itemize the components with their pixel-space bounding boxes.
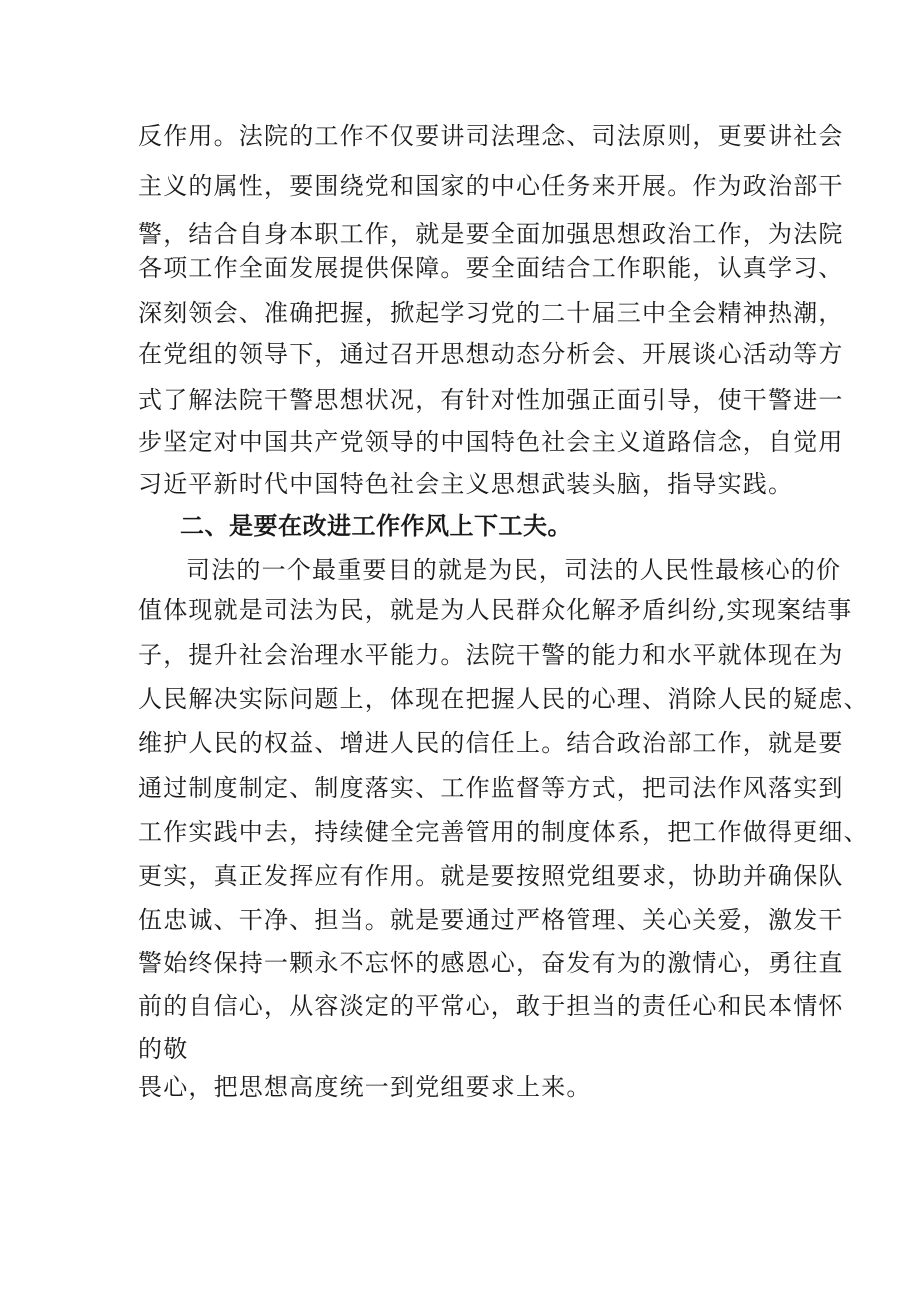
text-line: 的敬 — [138, 1035, 189, 1063]
text-line: 习近平新时代中国特色社会主义思想武装头脑，指导实践。 — [138, 470, 794, 498]
text-line: 伍忠诚、干净、担当。就是要通过严格管理、关心关爱，激发干 — [138, 906, 844, 934]
text-line: 深刻领会、准确把握，掀起学习党的二十届三中全会精神热潮， — [138, 299, 844, 327]
text-line: 工作实践中去，持续健全完善管用的制度体系，把工作做得更细、 — [138, 818, 869, 846]
text-line: 畏心，把思想高度统一到党组要求上来。 — [138, 1073, 592, 1101]
text-line: 警，结合自身本职工作，就是要全面加强思想政治工作，为法院 — [138, 220, 844, 248]
text-line: 反作用。法院的工作不仅要讲司法理念、司法原则，更要讲社会 — [138, 122, 844, 150]
text-line: 人民解决实际问题上，体现在把握人民的心理、消除人民的疑虑、 — [138, 685, 869, 713]
text-line: 值体现就是司法为民，就是为人民群众化解矛盾纠纷,实现案结事 — [138, 596, 853, 624]
text-line: 主义的属性，要围绕党和国家的中心任务来开展。作为政治部干 — [138, 172, 844, 200]
section-heading: 二、是要在改进工作作风上下工夫。 — [180, 512, 572, 540]
text-line: 警始终保持一颗永不忘怀的感恩心，奋发有为的激情心，勇往直 — [138, 949, 844, 977]
text-line: 步坚定对中国共产党领导的中国特色社会主义道路信念，自觉用 — [138, 428, 844, 456]
text-line: 司法的一个最重要目的就是为民，司法的人民性最核心的价 — [186, 556, 842, 584]
text-line: 子，提升社会治理水平能力。法院干警的能力和水平就体现在为 — [138, 641, 844, 669]
text-line: 前的自信心，从容淡定的平常心，敢于担当的责任心和民本情怀 — [138, 992, 844, 1020]
text-line: 在党组的领导下，通过召开思想动态分析会、开展谈心活动等方 — [138, 340, 844, 368]
text-line: 各项工作全面发展提供保障。要全面结合工作职能，认真学习、 — [138, 254, 844, 282]
text-line: 更实，真正发挥应有作用。就是要按照党组要求，协助并确保队 — [138, 862, 844, 890]
text-line: 通过制度制定、制度落实、工作监督等方式，把司法作风落实到 — [138, 774, 844, 802]
text-line: 式了解法院干警思想状况，有针对性加强正面引导，使干警进一 — [138, 386, 844, 414]
text-line: 维护人民的权益、增进人民的信任上。结合政治部工作，就是要 — [138, 729, 844, 757]
